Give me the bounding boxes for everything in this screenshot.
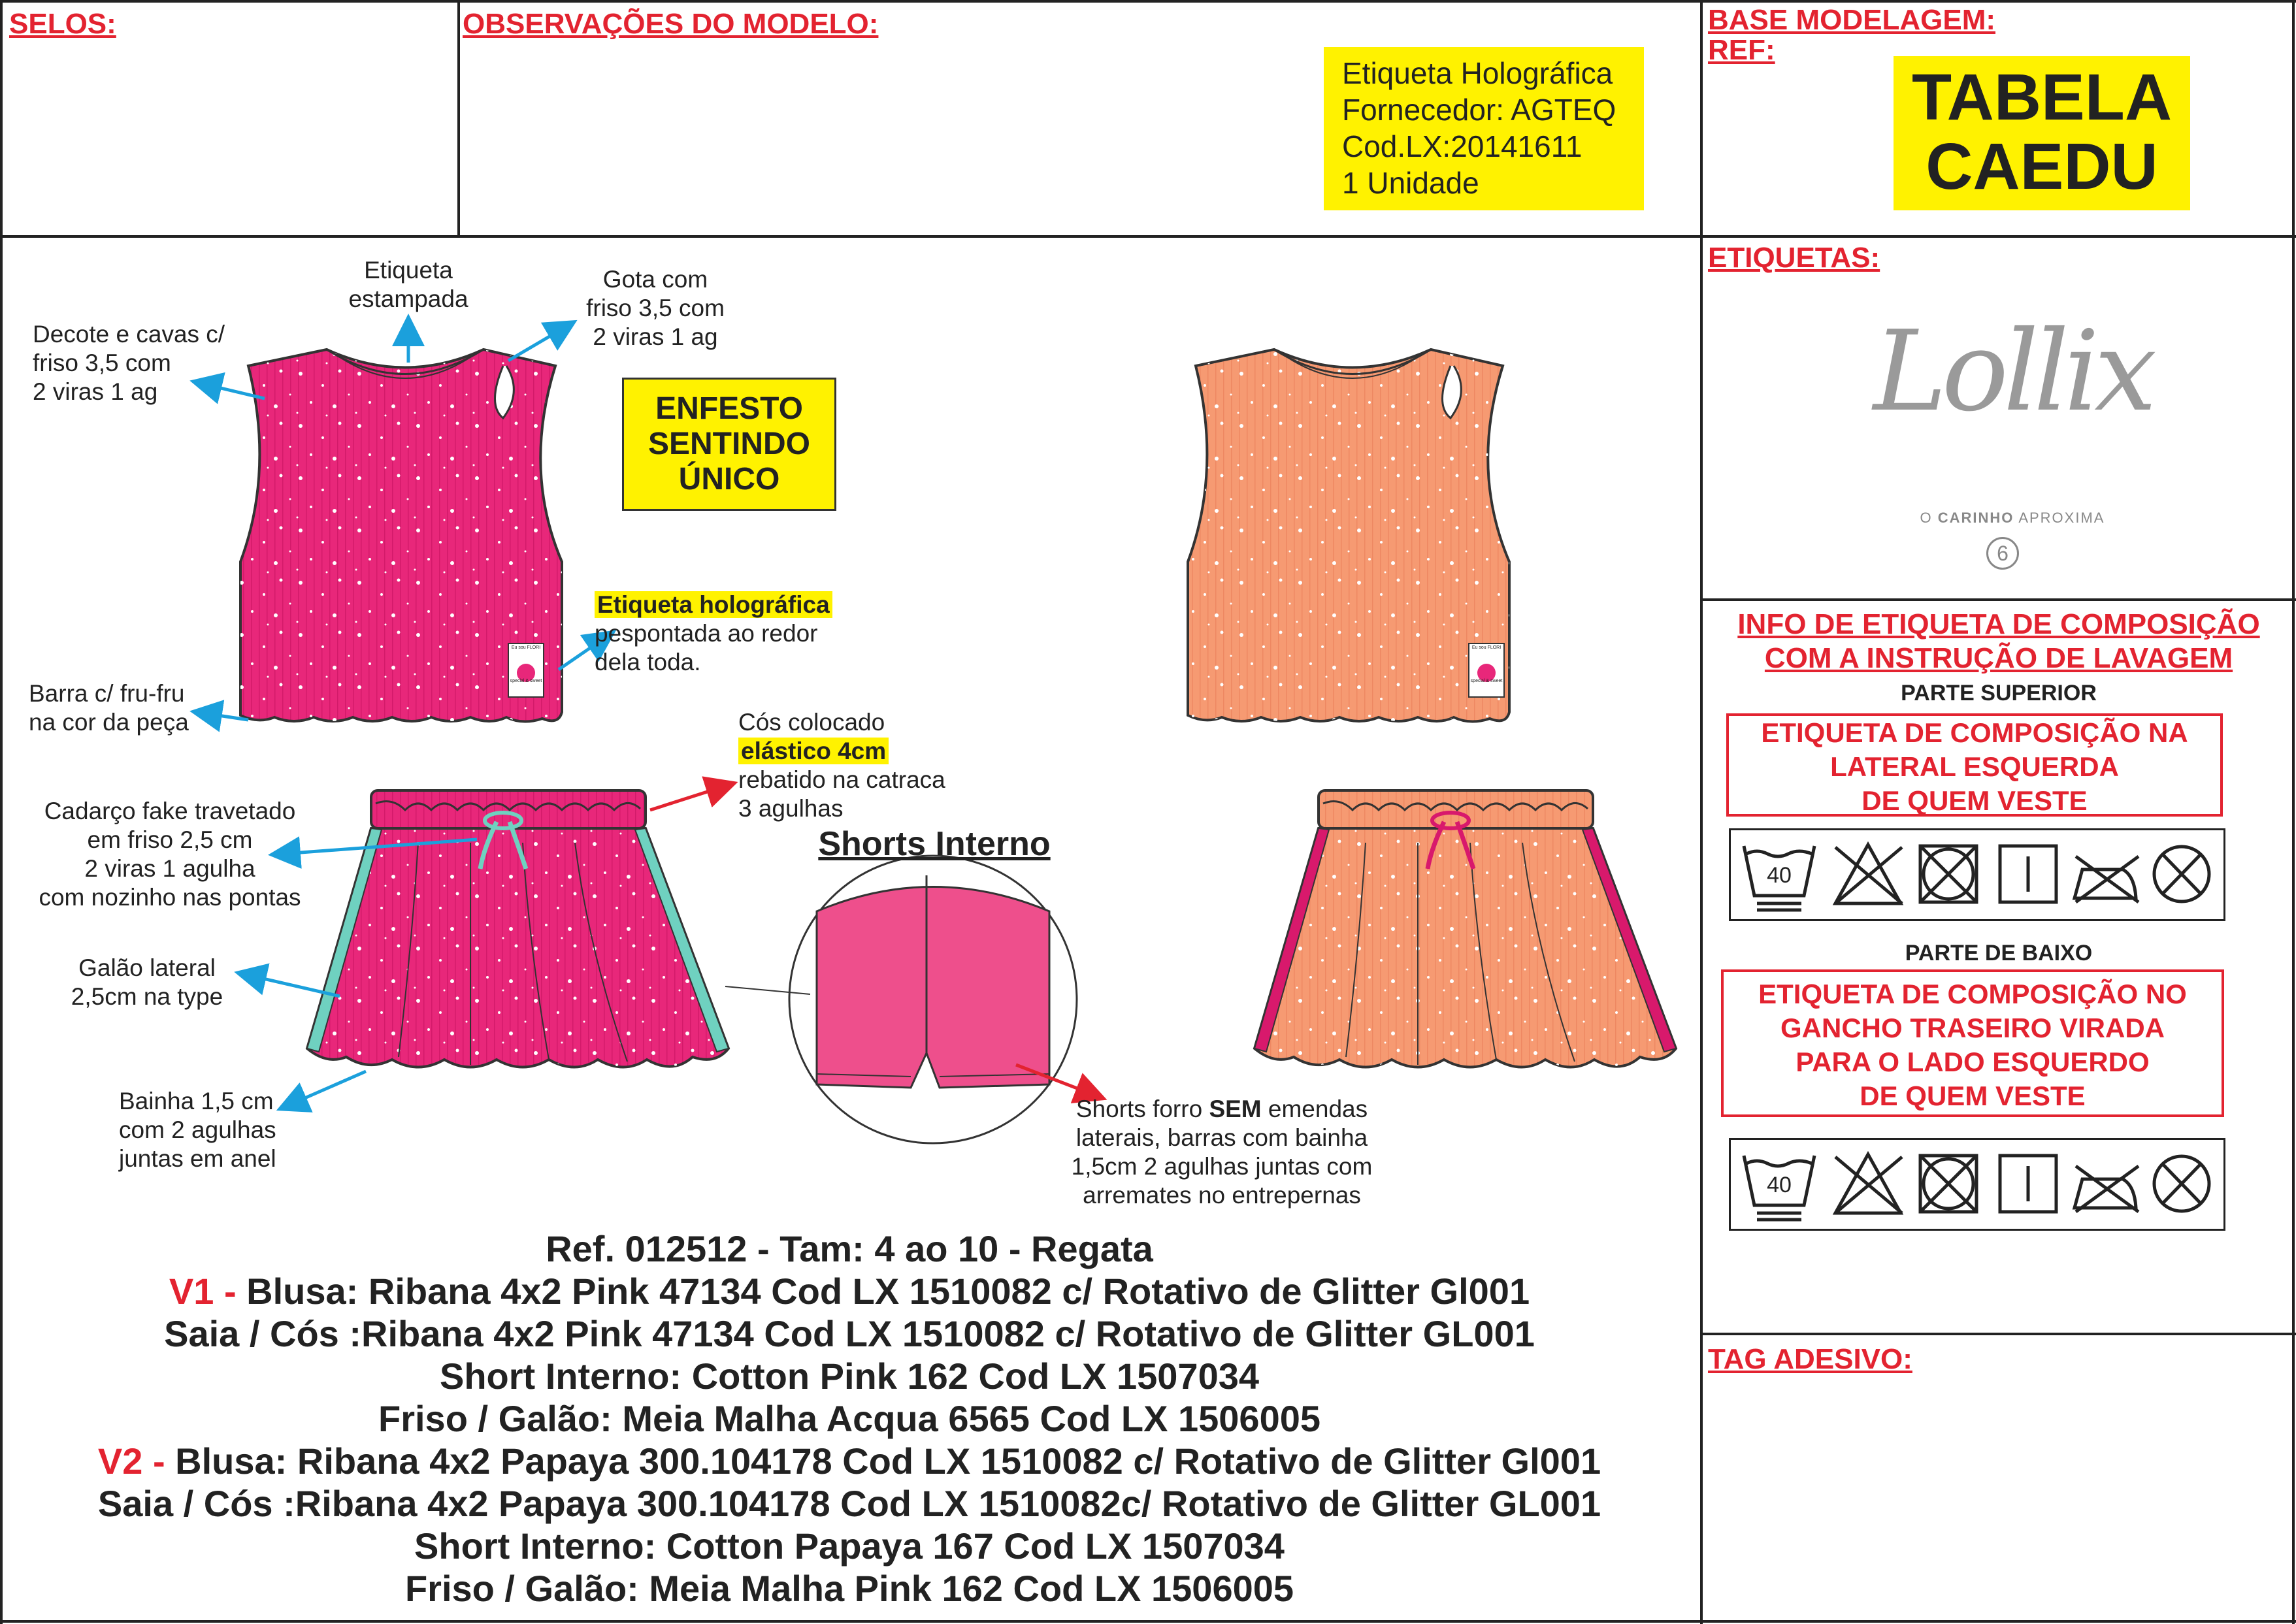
parte-superior-label: PARTE SUPERIOR: [1901, 681, 2097, 706]
info-title: [1701, 608, 2296, 675]
v2-line1: [0, 1440, 1699, 1482]
note-line: 2 viras 1 agulha: [84, 855, 255, 882]
frame-top: [0, 0, 2296, 3]
v2-line3: Short Interno: Cotton Papaya 167 Cod LX 1507034: [414, 1525, 1285, 1567]
note-cos: [738, 708, 974, 823]
patch-label-pink: [510, 645, 542, 683]
note-cadarco: [26, 797, 314, 912]
note-line: em friso 2,5 cm: [87, 826, 253, 853]
lollix-logo: [1869, 307, 2156, 526]
base-modelagem-label: BASE MODELAGEM:: [1708, 4, 1995, 36]
tag-divider: [1701, 1333, 2296, 1335]
baixo-line3: PARA O LADO ESQUERDO: [1796, 1047, 2150, 1077]
v2-tag: V2 -: [97, 1440, 176, 1482]
size-circle: 6: [1986, 537, 2019, 570]
note-barra: [29, 679, 238, 737]
superior-line1: ETIQUETA DE COMPOSIÇÃO NA: [1761, 717, 2188, 748]
note-line: friso 3,5 com: [33, 349, 171, 376]
ref-label: REF:: [1708, 34, 1775, 66]
label-box-line3: Cod.LX:20141611: [1342, 129, 1583, 163]
note-line: arremates no entrepernas: [1083, 1182, 1361, 1209]
note-line: friso 3,5 com: [586, 295, 725, 321]
note-line: Cadarço fake travetado: [44, 798, 296, 824]
v1-tag: V1 -: [169, 1271, 247, 1312]
shorts-detail: [725, 856, 1077, 1143]
note-line: Gota com: [602, 266, 708, 293]
enfesto-line1: ENFESTO: [655, 391, 803, 426]
superior-composition-box: [1726, 713, 2223, 817]
v1-line1: [0, 1271, 1699, 1312]
holographic-label-box: [1324, 47, 1644, 210]
note-line: Galão lateral: [78, 954, 216, 981]
info-title-line1: INFO DE ETIQUETA DE COMPOSIÇÃO: [1737, 608, 2260, 640]
v1-line4: Friso / Galão: Meia Malha Acqua 6565 Cod LX 1506005: [378, 1398, 1321, 1439]
label-box-line4: 1 Unidade: [1342, 166, 1479, 200]
note-line: 2,5cm na type: [71, 983, 223, 1010]
label-box-line1: Etiqueta Holográfica: [1342, 56, 1613, 90]
note-galao: [59, 954, 235, 1011]
logo-tag-prefix: O: [1920, 510, 1938, 526]
logo-tag-bold: CARINHO: [1937, 510, 2014, 526]
note-line: com nozinho nas pontas: [39, 884, 301, 911]
note-line: dela toda.: [595, 649, 701, 675]
patch-text-top: Eu sou FLORI: [511, 645, 541, 650]
note-highlight: elástico 4cm: [738, 738, 889, 764]
logo-wordmark: Lollix: [1873, 307, 2152, 436]
note-etiqueta-estampada: [340, 256, 477, 314]
note-line: 2 viras 1 ag: [593, 323, 718, 350]
logo-tag-suffix: APROXIMA: [2014, 510, 2105, 526]
note-gota: [567, 265, 744, 351]
logo-tagline: [1869, 510, 2156, 527]
ref-line: Ref. 012512 - Tam: 4 ao 10 - Regata: [546, 1228, 1153, 1269]
note-line: estampada: [348, 285, 468, 312]
note-line: na cor da peça: [29, 709, 189, 736]
material-text: Blusa: Ribana 4x2 Pink 47134 Cod LX 1510082 c/ Rotativo de Glitter Gl001: [246, 1271, 1530, 1312]
v1-line3: Short Interno: Cotton Pink 162 Cod LX 1507034: [439, 1356, 1259, 1397]
v1-line2: Saia / Cós :Ribana 4x2 Pink 47134 Cod LX 1510082 c/ Rotativo de Glitter GL001: [164, 1313, 1535, 1354]
patch-text-top: Eu sou FLORI: [1471, 645, 1501, 650]
shorts-interno-title: Shorts Interno: [818, 825, 1051, 863]
patch-text-bottom: special & sweet: [1470, 679, 1503, 683]
note-line: com 2 agulhas: [119, 1116, 276, 1143]
note-line: rebatido na catraca: [738, 766, 945, 793]
note-bainha: [119, 1087, 289, 1173]
note-decote: [33, 320, 255, 406]
patch-label-papaya: [1470, 645, 1503, 683]
enfesto-box: [622, 378, 836, 511]
frame-bottom: [0, 1620, 2296, 1623]
tabela-caedu-box: [1894, 56, 2190, 210]
etiquetas-divider: [1701, 598, 2296, 601]
note-line: laterais, barras com bainha: [1075, 1124, 1368, 1151]
note-line: Decote e cavas c/: [33, 321, 225, 348]
v2-line4: Friso / Galão: Meia Malha Pink 162 Cod LX 1506005: [404, 1568, 1294, 1609]
note-line: pespontada ao redor: [595, 620, 818, 647]
note-line: emendas: [1261, 1096, 1368, 1122]
wash-temp: 40: [1767, 1173, 1792, 1197]
material-text: Blusa: Ribana 4x2 Papaya 300.104178 Cod LX 1510082 c/ Rotativo de Glitter Gl001: [175, 1440, 1601, 1482]
baixo-line4: DE QUEM VESTE: [1860, 1080, 2086, 1111]
tabela-line2: CAEDU: [1926, 130, 2158, 203]
wash-temp: 40: [1767, 863, 1792, 888]
baixo-line1: ETIQUETA DE COMPOSIÇÃO NO: [1758, 979, 2187, 1009]
care-symbols-bottom: [1729, 1138, 2225, 1231]
observacoes-label: OBSERVAÇÕES DO MODELO:: [463, 8, 879, 40]
note-line: Barra c/ fru-fru: [29, 680, 185, 707]
note-line: 2 viras 1 ag: [33, 378, 158, 405]
note-line: Shorts forro: [1075, 1096, 1209, 1122]
selos-divider: [457, 0, 460, 236]
care-symbols-top-svg: [1731, 830, 2223, 919]
info-title-line2: COM A INSTRUÇÃO DE LAVAGEM: [1764, 642, 2233, 674]
note-line: Etiqueta: [364, 257, 453, 284]
superior-line3: DE QUEM VESTE: [1861, 785, 2088, 816]
enfesto-line3: ÚNICO: [678, 462, 780, 496]
note-bold: SEM: [1209, 1096, 1262, 1122]
patch-text-bottom: special & sweet: [510, 679, 542, 683]
note-etiqueta-holografica: [595, 591, 869, 677]
note-highlight: Etiqueta holográfica: [595, 591, 832, 618]
pink-skirt: [307, 790, 729, 1067]
v2-line2: Saia / Cós :Ribana 4x2 Papaya 300.104178 Cod LX 1510082c/ Rotativo de Glitter GL001: [97, 1483, 1601, 1524]
label-box-line2: Fornecedor: AGTEQ: [1342, 93, 1616, 127]
note-line: Cós colocado: [738, 709, 885, 736]
tag-adesivo-label: TAG ADESIVO:: [1708, 1343, 1912, 1375]
note-line: 3 agulhas: [738, 795, 844, 822]
tabela-line1: TABELA: [1911, 61, 2173, 134]
superior-line2: LATERAL ESQUERDA: [1830, 751, 2119, 782]
note-shorts-forro: [1052, 1095, 1392, 1210]
parte-baixo-label: PARTE DE BAIXO: [1905, 941, 2093, 966]
note-line: juntas em anel: [119, 1145, 276, 1172]
care-symbols-top: [1729, 828, 2225, 921]
selos-label: SELOS:: [9, 8, 116, 40]
enfesto-line2: SENTINDO: [648, 427, 810, 461]
note-line: Bainha 1,5 cm: [119, 1088, 274, 1114]
baixo-line2: GANCHO TRASEIRO VIRADA: [1780, 1013, 2165, 1043]
frame-right: [2292, 0, 2295, 1624]
etiquetas-label: ETIQUETAS:: [1708, 242, 1880, 274]
care-symbols-bottom-svg: [1731, 1140, 2223, 1229]
papaya-tank-top: [1188, 349, 1509, 722]
note-line: 1,5cm 2 agulhas juntas com: [1071, 1153, 1373, 1180]
sidebar-divider: [1700, 0, 1703, 1624]
baixo-composition-box: [1721, 969, 2224, 1117]
papaya-skirt: [1255, 790, 1676, 1067]
